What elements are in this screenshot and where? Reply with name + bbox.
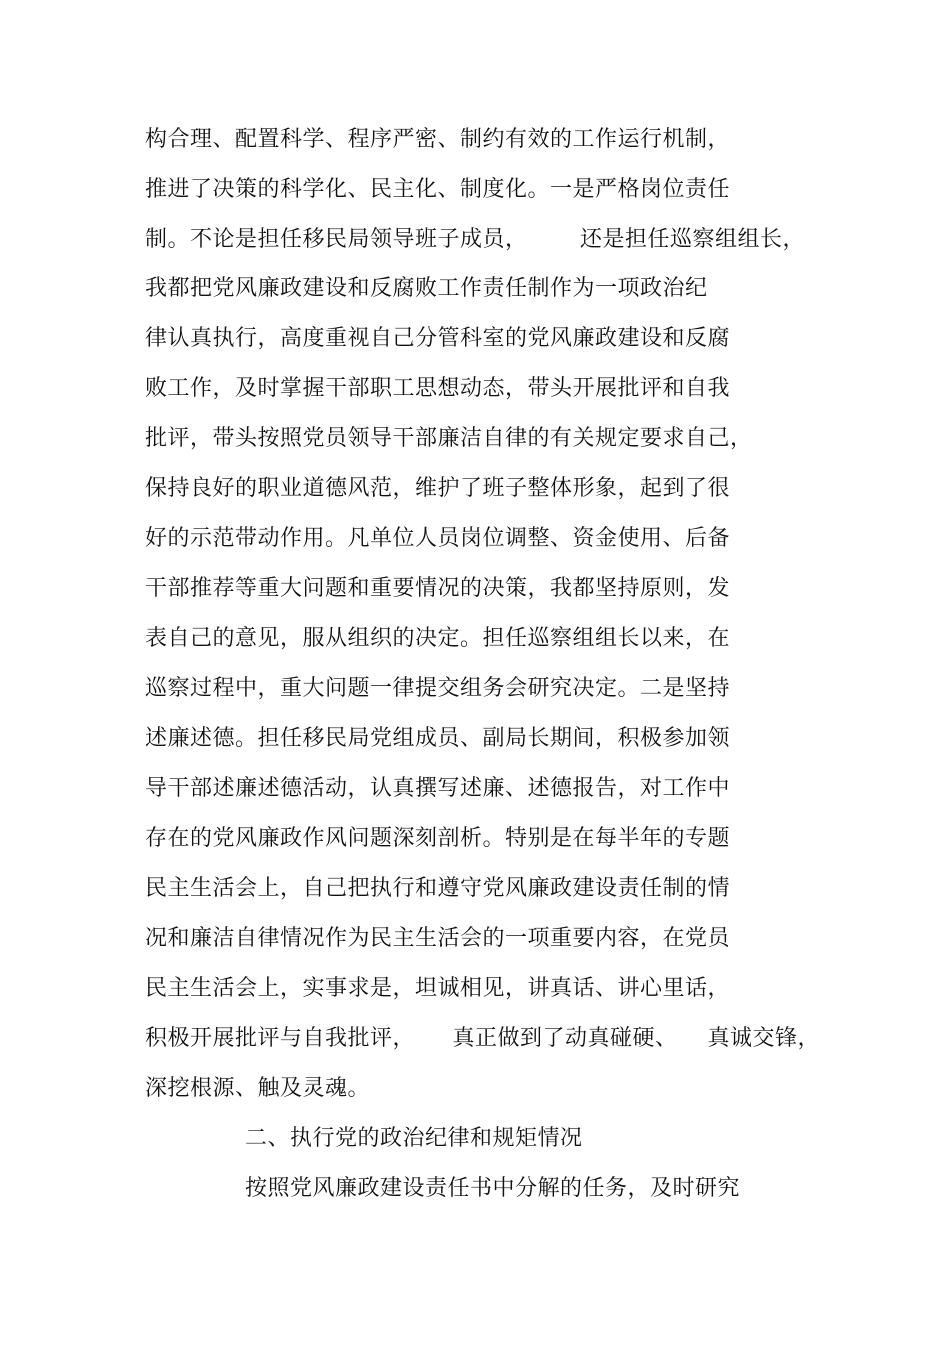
text-line: 深挖根源、触及灵魂。	[145, 1076, 371, 1101]
text-line: 巡察过程中，重大问题一律提交组务会研究决定。二是坚持	[145, 676, 731, 701]
text-line: 批评，带头按照党员领导干部廉洁自律的有关规定要求自己，	[145, 426, 753, 451]
text-line: 构合理、配置科学、程序严密、制约有效的工作运行机制，	[145, 127, 731, 152]
text-line: 述廉述德。担任移民局党组成员、副局长期间，积极参加领	[145, 726, 731, 751]
text-line: 好的示范带动作用。凡单位人员岗位调整、资金使用、后备	[145, 526, 731, 551]
text-line: 况和廉洁自律情况作为民主生活会的一项重要内容，在党员	[145, 926, 731, 951]
text-line: 表自己的意见，服从组织的决定。担任巡察组组长以来，在	[145, 626, 731, 651]
text-line: 积极开展批评与自我批评， 真正做到了动真碰硬、 真诚交锋，	[145, 1026, 820, 1051]
text-line: 导干部述廉述德活动，认真撰写述廉、述德报告，对工作中	[145, 776, 731, 801]
text-line: 民主生活会上，实事求是，坦诚相见，讲真话、讲心里话，	[145, 976, 731, 1001]
paragraph-start: 按照党风廉政建设责任书中分解的任务，及时研究	[245, 1176, 741, 1201]
text-line: 败工作，及时掌握干部职工思想动态，带头开展批评和自我	[145, 376, 731, 401]
text-line: 制。不论是担任移民局领导班子成员， 还是担任巡察组组长，	[145, 227, 805, 252]
text-line: 保持良好的职业道德风范，维护了班子整体形象，起到了很	[145, 476, 731, 501]
text-line: 律认真执行，高度重视自己分管科室的党风廉政建设和反腐	[145, 326, 731, 351]
text-line: 推进了决策的科学化、民主化、制度化。一是严格岗位责任	[145, 177, 731, 202]
section-heading: 二、执行党的政治纪律和规矩情况	[245, 1126, 583, 1151]
text-line: 我都把党风廉政建设和反腐败工作责任制作为一项政治纪	[145, 276, 708, 301]
text-line: 存在的党风廉政作风问题深刻剖析。特别是在每半年的专题	[145, 826, 731, 851]
text-line: 民主生活会上，自己把执行和遵守党风廉政建设责任制的情	[145, 876, 731, 901]
text-line: 干部推荐等重大问题和重要情况的决策，我都坚持原则，发	[145, 576, 731, 601]
